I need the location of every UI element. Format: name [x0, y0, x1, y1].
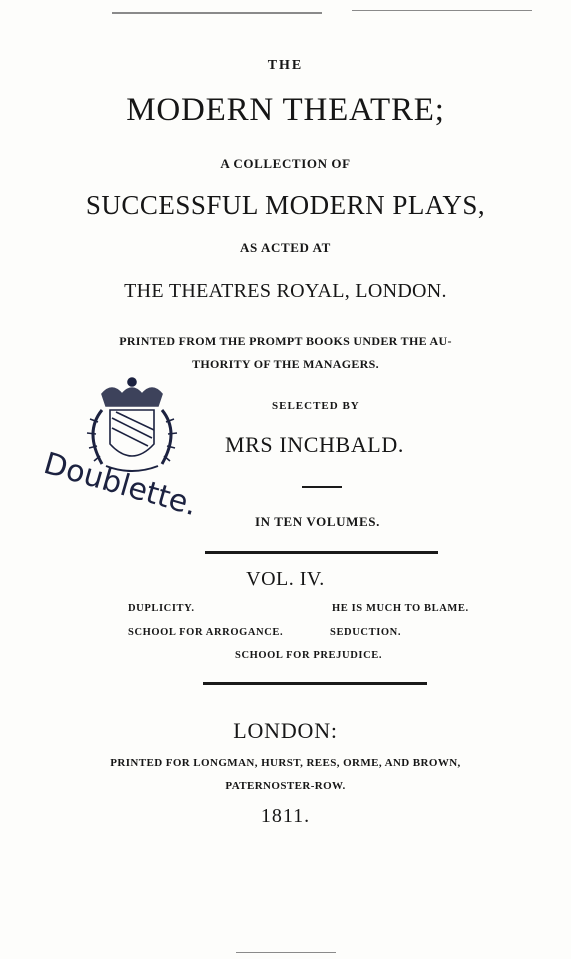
play-duplicity: DUPLICITY.	[128, 603, 195, 614]
stamp-text: Doublette.	[39, 446, 202, 524]
imprint-place: LONDON:	[233, 718, 338, 743]
play-he-is-much-to-blame: HE IS MUCH TO BLAME.	[332, 603, 469, 614]
play-school-for-prejudice: SCHOOL FOR PREJUDICE.	[235, 650, 383, 661]
publication-year: 1811.	[260, 805, 311, 827]
play-seduction: SEDUCTION.	[330, 627, 402, 638]
printed-from-line-2: THORITY OF THE MANAGERS.	[192, 357, 379, 371]
rule-lower	[203, 682, 427, 685]
printed-from-line-1: PRINTED FROM THE PROMPT BOOKS UNDER THE AU-	[119, 334, 452, 348]
page-title: MODERN THEATRE;	[126, 92, 445, 128]
editor-name: MRS INCHBALD.	[225, 432, 404, 457]
play-school-for-arrogance: SCHOOL FOR ARROGANCE.	[128, 627, 284, 638]
top-edge-mark-right	[352, 10, 532, 11]
printer-line-2: PATERNOSTER-ROW.	[225, 780, 346, 792]
acted-at: AS ACTED AT	[240, 240, 331, 255]
short-rule	[302, 486, 342, 488]
top-edge-mark	[112, 12, 322, 14]
rule-upper	[205, 551, 438, 554]
crest-emblem	[87, 378, 177, 471]
library-stamp	[32, 372, 247, 532]
selected-by: SELECTED BY	[272, 400, 360, 412]
theatres-royal: THE THEATRES ROYAL, LONDON.	[124, 280, 447, 302]
ten-volumes: IN TEN VOLUMES.	[255, 514, 380, 529]
subtitle-plays: SUCCESSFUL MODERN PLAYS,	[85, 190, 486, 220]
volume-number: VOL. IV.	[246, 568, 325, 590]
subtitle-collection: A COLLECTION OF	[220, 156, 351, 171]
title-the: THE	[267, 58, 304, 73]
printer-line-1: PRINTED FOR LONGMAN, HURST, REES, ORME, AND BROWN,	[110, 757, 461, 769]
bottom-edge-mark	[236, 952, 336, 953]
